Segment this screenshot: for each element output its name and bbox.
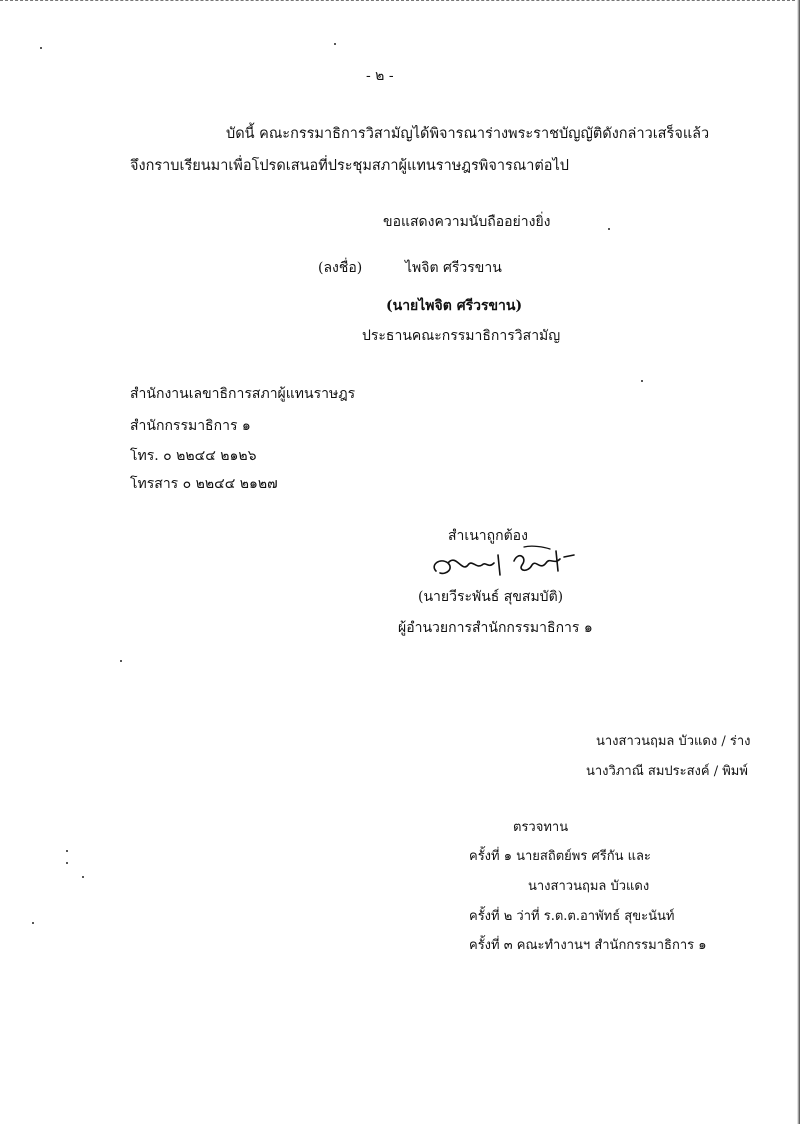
closing-phrase: ขอแสดงความนับถืออย่างยิ่ง [383,214,551,230]
review-line-2: นางสาวนฤมล บัวแดง [528,879,650,894]
body-line-2: จึงกราบเรียนมาเพื่อโปรดเสนอที่ประชุมสภาผู้แทนราษฎรพิจารณาต่อไป [130,158,570,174]
certifier-position: ผู้อำนวยการสำนักกรรมาธิการ ๑ [398,620,593,636]
scan-speck [334,43,336,45]
handwritten-signature [428,543,578,583]
office-division: สำนักกรรมาธิการ ๑ [130,418,251,434]
scan-speck [641,380,643,382]
review-line-3: ครั้งที่ ๒ ว่าที่ ร.ต.ต.อาพัทธ์ สุขะนันท์ [469,909,675,924]
scan-speck [66,862,68,864]
drafter-line: นางสาวนฤมล บัวแดง / ร่าง [596,734,751,749]
scan-speck [40,47,42,49]
signature-label: (ลงชื่อ) [318,260,363,276]
scan-speck [66,850,68,852]
signer-position: ประธานคณะกรรมาธิการวิสามัญ [362,328,561,344]
scan-edge-top [0,0,800,5]
signer-full-name: (นายไพจิต ศรีวรขาน) [386,298,523,314]
scan-speck [82,876,84,878]
page-number: - ๒ - [366,68,394,84]
body-line-1: บัดนี้ คณะกรรมาธิการวิสามัญได้พิจารณาร่างพระราชบัญญัติดังกล่าวเสร็จแล้ว [226,126,710,142]
signature-name: ไพจิต ศรีวรขาน [405,260,502,276]
office-fax: โทรสาร ๐ ๒๒๔๔ ๒๑๒๗ [130,476,278,492]
review-line-4: ครั้งที่ ๓ คณะทำงานฯ สำนักกรรมาธิการ ๑ [469,938,707,953]
typist-line: นางวิภาณี สมประสงค์ / พิมพ์ [586,764,748,779]
office-name: สำนักงานเลขาธิการสภาผู้แทนราษฎร [130,386,356,402]
scan-speck [120,660,122,662]
certified-title: สำเนาถูกต้อง [448,528,528,544]
review-title: ตรวจทาน [513,820,569,835]
certifier-name: (นายวีระพันธ์ สุขสมบัติ) [418,589,564,605]
scan-speck [608,228,610,230]
scan-speck [32,922,34,924]
office-phone: โทร. ๐ ๒๒๔๔ ๒๑๒๖ [130,448,257,464]
review-line-1: ครั้งที่ ๑ นายสถิตย์พร ศรีกัน และ [469,849,651,864]
